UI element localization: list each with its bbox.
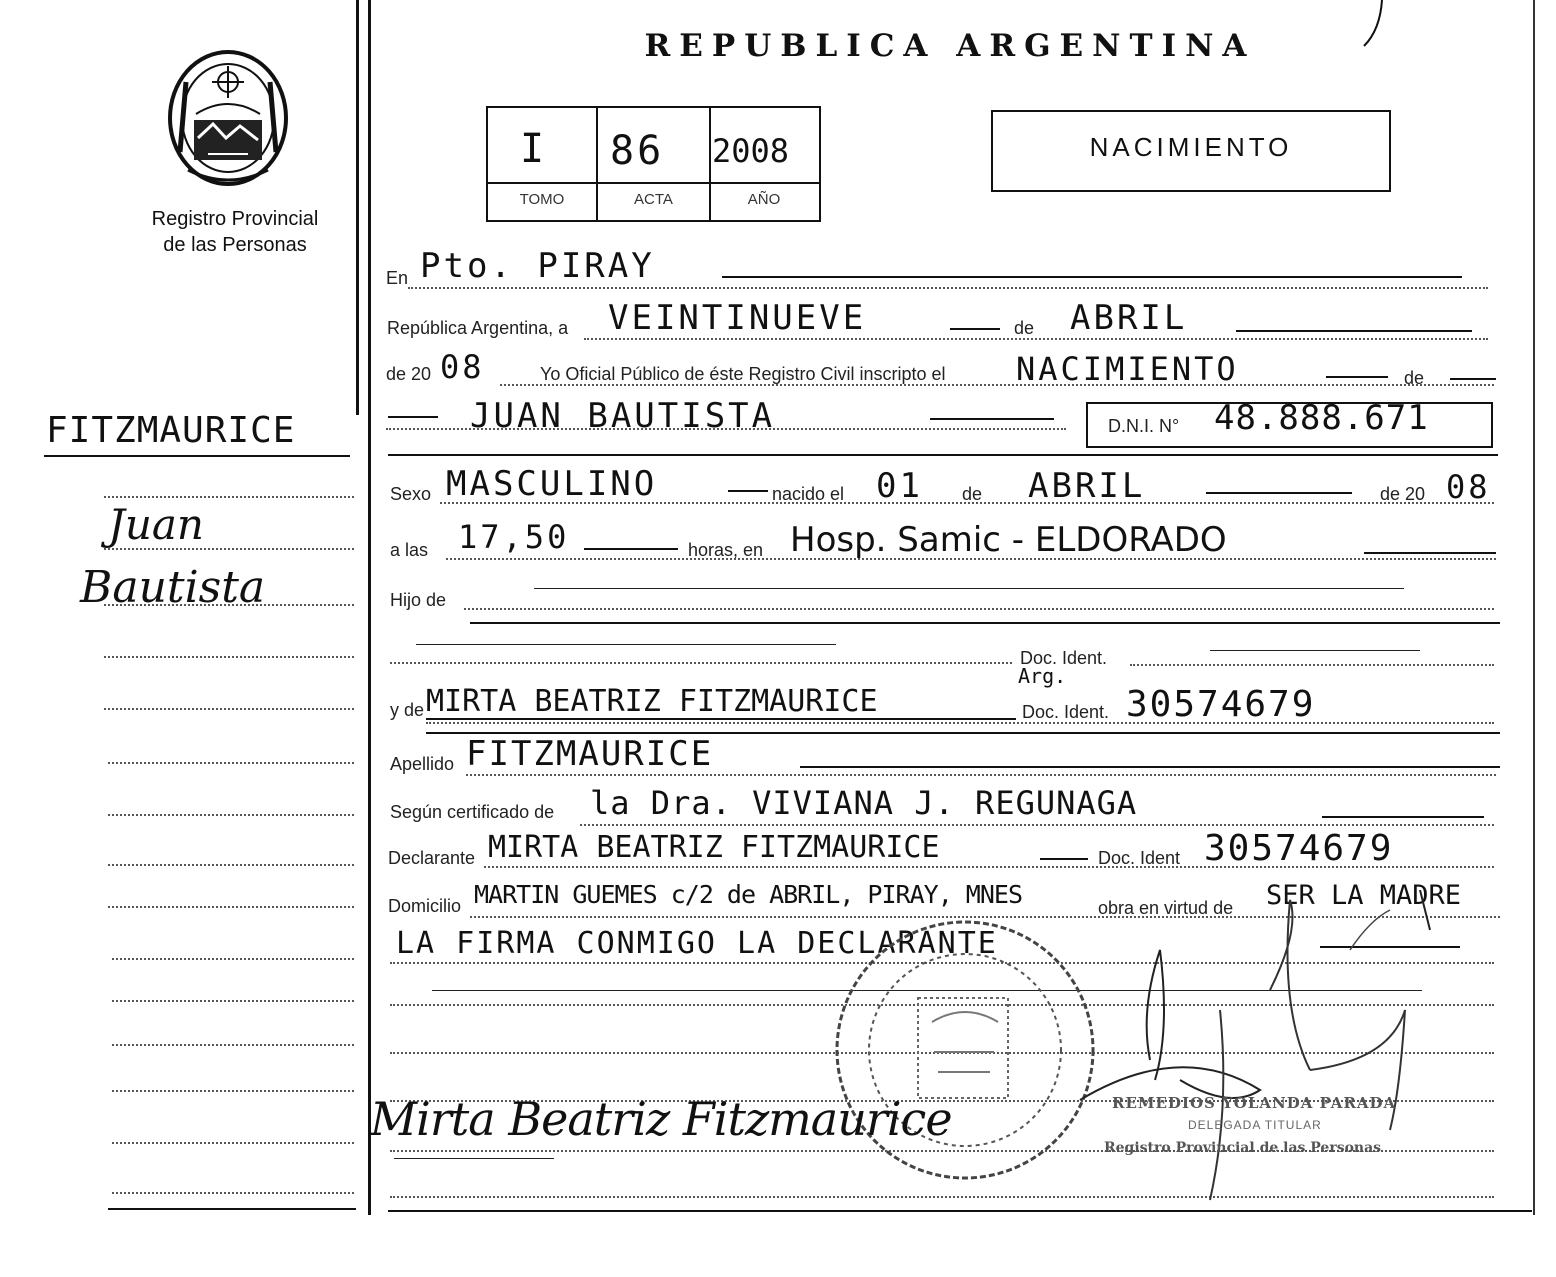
- doc-ident-line-hand: [1210, 650, 1420, 651]
- margin-line: [104, 708, 354, 710]
- month-text-dash: [1236, 330, 1472, 332]
- dni-value: 48.888.671: [1214, 398, 1429, 438]
- place-value: Pto. PIRAY: [420, 246, 655, 286]
- event-dash: [1326, 376, 1388, 378]
- hijo-line-hand: [534, 588, 1404, 589]
- nacido-label: nacido el: [772, 484, 845, 504]
- oficial-label: Yo Oficial Público de éste Registro Civil inscripto el: [540, 364, 946, 384]
- margin-line: [112, 1044, 354, 1046]
- alas-label: a las: [390, 540, 429, 560]
- margin-line: [112, 1090, 354, 1092]
- margin-given-1: Juan: [108, 500, 204, 549]
- margin-line: [108, 864, 354, 866]
- line-en-hand: [722, 276, 1462, 278]
- section-divider: [388, 454, 1498, 456]
- anio-value: 2008: [712, 132, 790, 170]
- line-sexo: [440, 502, 1494, 504]
- de-label-2: de: [1404, 368, 1425, 388]
- hijo-label: Hijo de: [390, 590, 447, 610]
- de20-label: de 20: [386, 364, 432, 384]
- line-apellido: [466, 774, 1496, 776]
- y-de-label: y de: [390, 700, 425, 720]
- acta-label: ACTA: [634, 191, 673, 208]
- birth-month-value: ABRIL: [1028, 466, 1146, 506]
- official-signature-icon: [1060, 890, 1490, 1220]
- birth-place-dash: [1364, 552, 1496, 554]
- year-suffix-value: 08: [440, 348, 485, 386]
- en-label: En: [386, 268, 409, 288]
- mother-underline: [426, 718, 1016, 720]
- declarante-doc-value: 30574679: [1204, 828, 1394, 869]
- margin-surname-underline: [44, 455, 350, 457]
- event-dash-2: [1450, 378, 1496, 380]
- republica-label: República Argentina, a: [387, 318, 569, 338]
- official-stamp-title: DELEGADA TITULAR: [1188, 1118, 1322, 1132]
- segun-label: Según certificado de: [390, 802, 555, 822]
- margin-given-2: Bautista: [80, 562, 266, 613]
- sexo-dash: [728, 490, 768, 492]
- declarante-signature: Mirta Beatriz Fitzmaurice: [370, 1092, 952, 1146]
- month-text-value: ABRIL: [1070, 298, 1188, 338]
- birth-day-value: 01: [876, 466, 923, 506]
- tomo-label: TOMO: [519, 191, 565, 208]
- apellido-label: Apellido: [390, 754, 455, 774]
- record-type: NACIMIENTO: [1089, 132, 1293, 162]
- signature-underline: [394, 1158, 554, 1159]
- certificate-by-value: la Dra. VIVIANA J. REGUNAGA: [590, 784, 1138, 822]
- day-text-value: VEINTINUEVE: [608, 298, 867, 338]
- margin-line: [112, 1142, 354, 1144]
- horas-label: horas, en: [688, 540, 764, 560]
- declarante-dash: [1040, 858, 1088, 860]
- line-republica: [584, 338, 1488, 340]
- margin-line: [108, 814, 354, 816]
- official-stamp-name: REMEDIOS YOLANDA PARADA: [1112, 1094, 1397, 1112]
- margin-divider-right: [368, 0, 371, 1215]
- declarante-value: MIRTA BEATRIZ FITZMAURICE: [488, 830, 940, 865]
- line-doc-ident: [1130, 664, 1494, 666]
- record-box-caption-line: [486, 182, 819, 184]
- line-hijo: [464, 608, 1494, 610]
- margin-line: [104, 656, 354, 658]
- margin-line: [112, 1192, 354, 1194]
- mother-doc-value: 30574679: [1126, 684, 1316, 725]
- apellido-line-hand: [800, 766, 1500, 768]
- margin-bottom-line: [108, 1208, 356, 1210]
- margin-line: [108, 762, 354, 764]
- de20-label-2: de 20: [1380, 484, 1426, 504]
- birth-month-dash: [1206, 492, 1352, 494]
- doc-ident-label: Doc. Ident.: [1020, 648, 1108, 668]
- line-segun: [580, 824, 1494, 826]
- doc-ident-label-3: Doc. Ident: [1098, 848, 1181, 868]
- tomo-value: I: [520, 126, 548, 172]
- page-right-border: [1533, 0, 1535, 1215]
- event-value: NACIMIENTO: [1016, 350, 1239, 388]
- hijo-line-hand-2: [470, 622, 1500, 624]
- domicilio-value: MARTIN GUEMES c/2 de ABRIL, PIRAY, MNES: [474, 880, 1022, 909]
- line-en: [408, 287, 1488, 289]
- declarante-label: Declarante: [388, 848, 476, 868]
- sexo-label: Sexo: [390, 484, 432, 504]
- closing-line-value: LA FIRMA CONMIGO LA DECLARANTE: [396, 926, 998, 961]
- line-blank: [390, 662, 1012, 664]
- certificate-dash: [1322, 816, 1484, 818]
- birth-place-value: Hosp. Samic - ELDORADO: [790, 520, 1227, 560]
- birth-year-suffix-value: 08: [1446, 468, 1491, 506]
- hour-dash: [584, 548, 678, 550]
- line-oficial: [500, 384, 1494, 386]
- child-name-dash-right: [930, 418, 1054, 420]
- margin-line: [112, 1000, 354, 1002]
- child-name-dash-left: [388, 416, 438, 418]
- line-y-de: [426, 722, 1494, 724]
- country-title: REPUBLICA ARGENTINA: [644, 28, 1256, 64]
- line-declarante: [484, 866, 1494, 868]
- mother-nat-value: Arg.: [1018, 664, 1067, 688]
- line-child-name: [386, 428, 1066, 430]
- line-alas: [446, 558, 1496, 560]
- institution-line-1: Registro Provincial: [151, 208, 319, 230]
- margin-surname: FITZMAURICE: [46, 410, 296, 451]
- margin-line: [112, 958, 354, 960]
- official-stamp-institution: Registro Provincial de las Personas: [1104, 1140, 1382, 1156]
- institution-name: [110, 206, 360, 258]
- obra-label: obra en virtud de: [1098, 898, 1234, 918]
- sexo-value: MASCULINO: [446, 464, 658, 504]
- de-label-3: de: [962, 484, 983, 504]
- apellido-value: FITZMAURICE: [466, 734, 714, 774]
- child-name-value: JUAN BAUTISTA: [470, 396, 776, 436]
- institution-line-2: de las Personas: [163, 234, 307, 256]
- acta-value: 86: [610, 128, 665, 174]
- margin-line: [108, 906, 354, 908]
- margin-line: [104, 604, 354, 606]
- margin-line: [104, 496, 354, 498]
- anio-label: AÑO: [747, 191, 781, 208]
- domicilio-label: Domicilio: [388, 896, 462, 916]
- pen-mark-icon: [1360, 0, 1390, 50]
- mother-name-value: MIRTA BEATRIZ FITZMAURICE: [426, 684, 878, 719]
- dni-label: D.N.I. N°: [1108, 416, 1180, 436]
- obra-value: SER LA MADRE: [1266, 880, 1462, 911]
- margin-line: [104, 548, 354, 550]
- hour-value: 17,50: [458, 518, 570, 556]
- blank-line-hand: [416, 644, 836, 645]
- provincial-seal-icon: [158, 42, 298, 190]
- doc-ident-label-2: Doc. Ident.: [1022, 702, 1110, 722]
- de-label: de: [1014, 318, 1035, 338]
- day-text-dash: [950, 328, 1000, 330]
